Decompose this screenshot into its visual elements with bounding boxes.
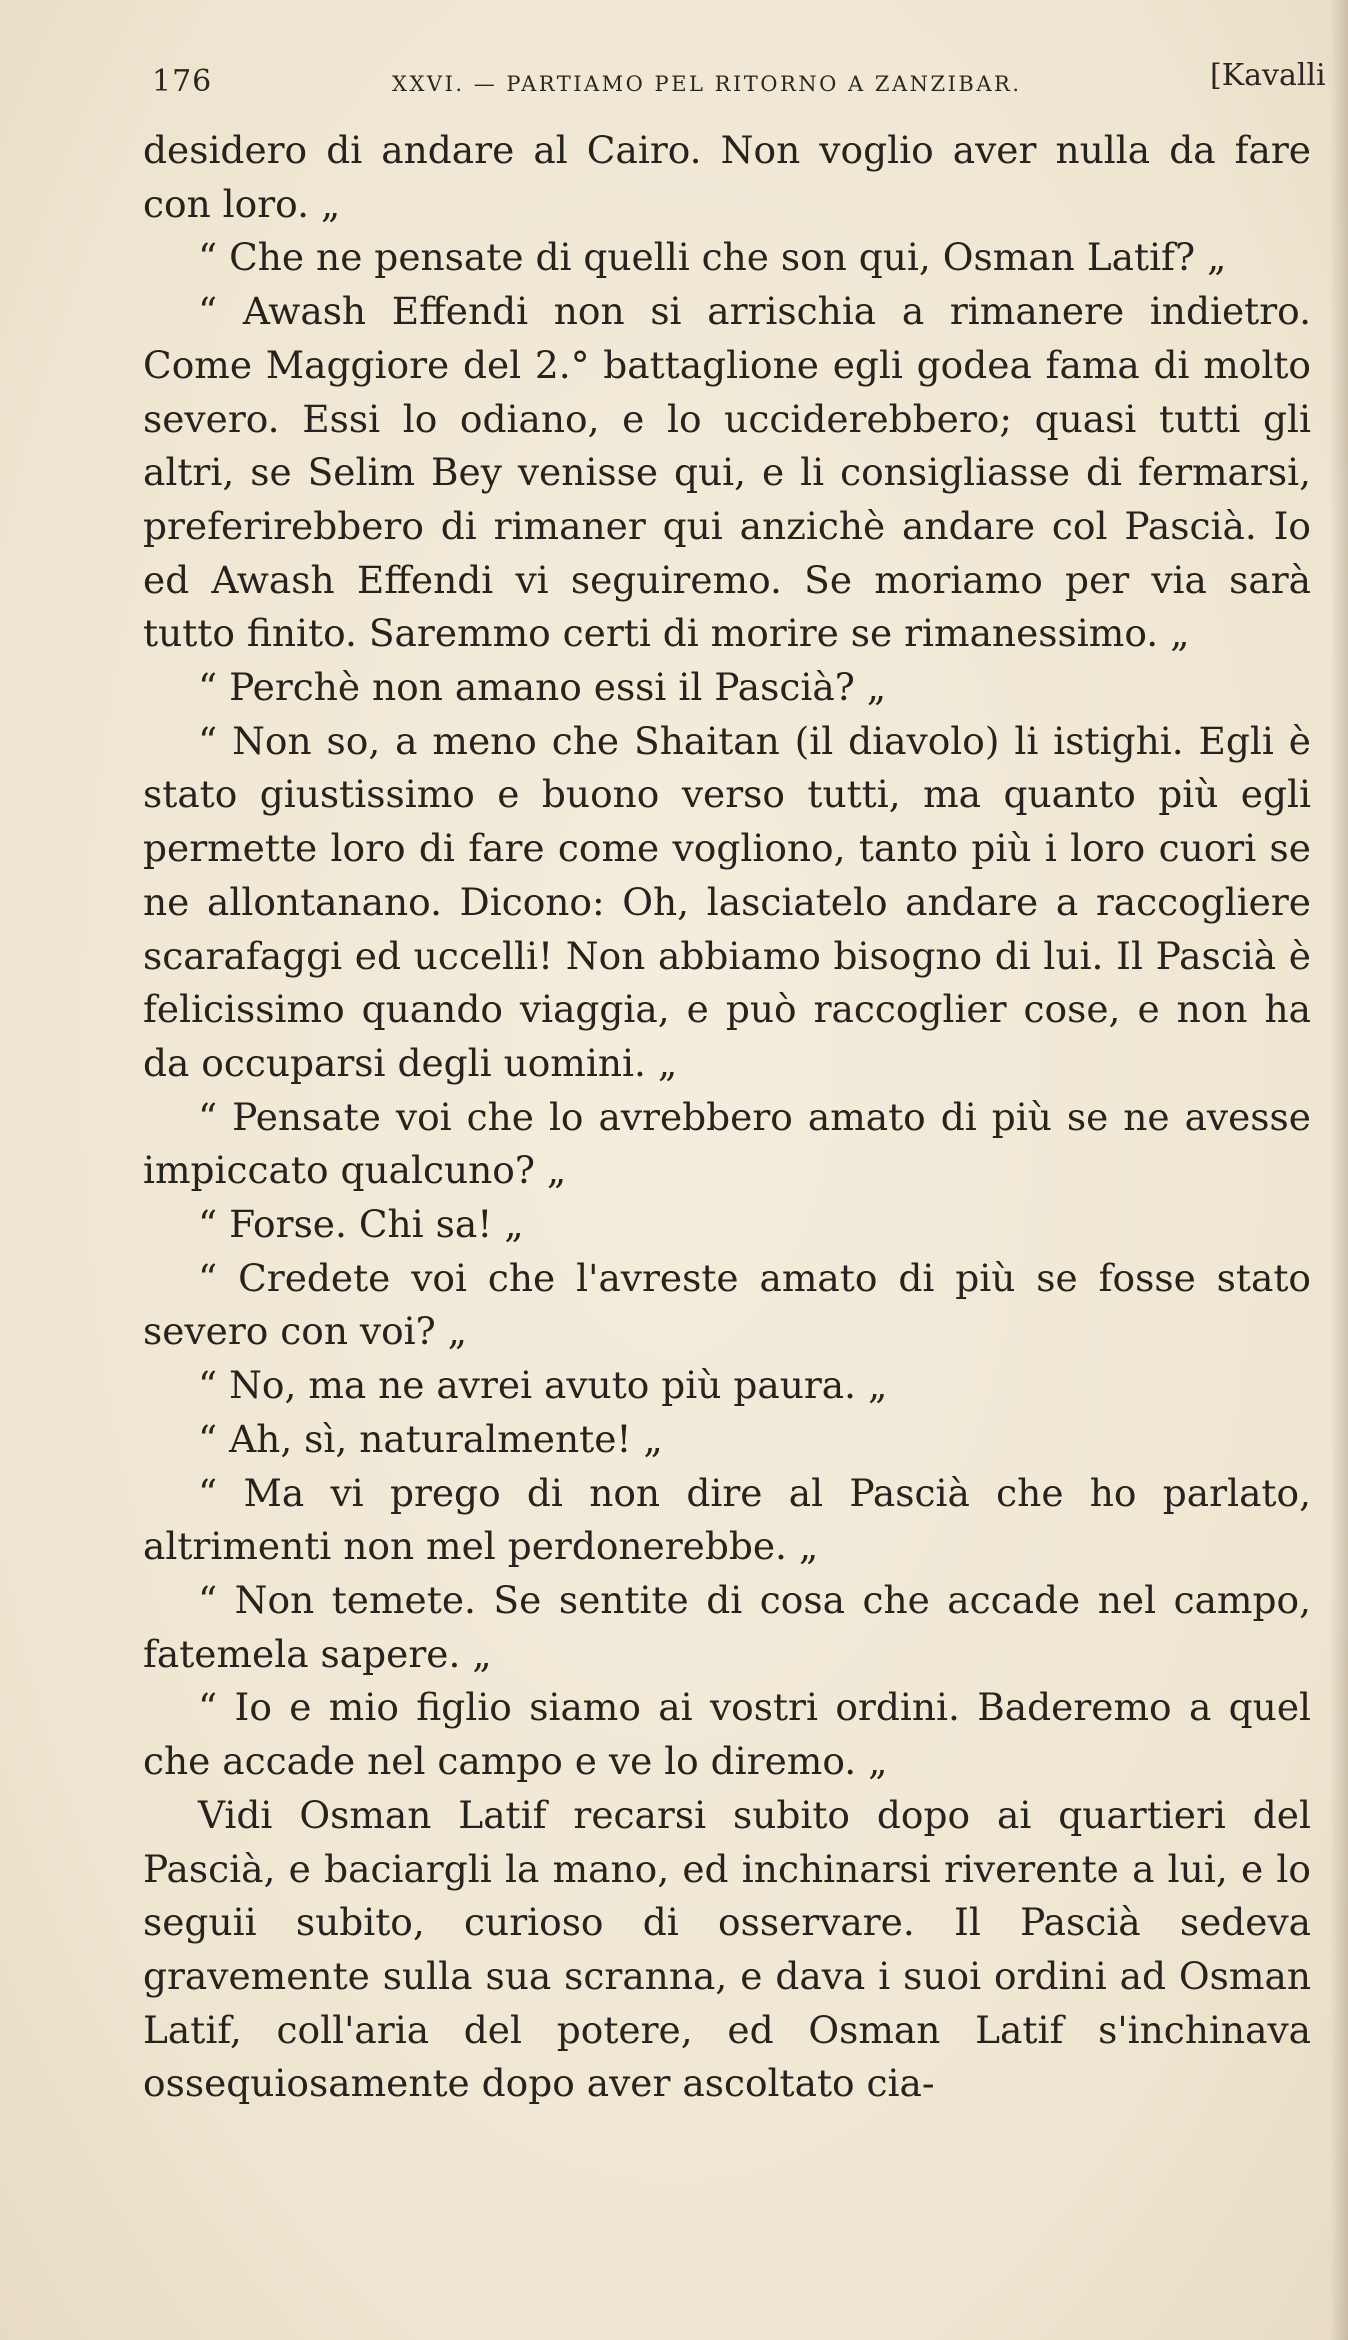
page-number: 176	[152, 64, 213, 99]
paragraph: “ Credete voi che l'avreste amato di più se fosse stato severo con voi? „	[143, 1255, 1311, 1354]
paragraph: “ Ah, sì, naturalmente! „	[198, 1416, 663, 1461]
paragraph: “ Io e mio figlio siamo ai vostri ordini. Baderemo a quel che accade nel campo e ve lo diremo. „	[143, 1685, 1311, 1784]
side-location-tag: [Kavalli	[1210, 58, 1326, 93]
paragraph: “ No, ma ne avrei avuto più paura. „	[198, 1363, 888, 1408]
running-header	[152, 58, 1330, 108]
paragraph: “ Non so, a meno che Shaitan (il diavolo) li istighi. Egli è stato giustissimo e buono verso tutti, ma quanto più egli permette loro di fare come vogliono, tanto più i loro cuori se ne allontanano. Dicono: Oh, lasciatelo andare a raccogliere scarafaggi ed uccelli! Non abbiamo bisogno di lui. Il Pascià è felicissimo quando viaggia, e può raccoglier cose, e non ha da occuparsi degli uomini. „	[143, 718, 1311, 1085]
paragraph: “ Awash Effendi non si arrischia a rimanere indietro. Come Maggiore del 2.° battaglione egli godea fama di molto severo. Essi lo odiano, e lo ucciderebbero; quasi tutti gli altri, se Selim Bey venisse qui, e li consigliasse di fermarsi, preferirebbero di rimaner qui anzichè andare col Pascià. Io ed Awash Effendi vi seguiremo. Se moriamo per via sarà tutto finito. Saremmo certi di morire se rimanessimo. „	[143, 289, 1311, 656]
paragraph: Vidi Osman Latif recarsi subito dopo ai quartieri del Pascià, e baciargli la mano, ed inchinarsi riverente a lui, e lo seguii subito, curioso di osservare. Il Pascià sedeva gravemente sulla sua scranna, e dava i suoi ordini ad Osman Latif, coll'aria del potere, ed Osman Latif s'inchinava ossequiosamente dopo aver ascoltato cia-	[143, 1792, 1311, 2106]
paragraph: “ Pensate voi che lo avrebbero amato di più se ne avesse impiccato qualcuno? „	[143, 1094, 1311, 1193]
body-text	[143, 124, 1311, 2111]
page-edge-shadow	[1330, 0, 1348, 2340]
running-title: XXVI. — PARTIAMO PEL RITORNO A ZANZIBAR.	[392, 72, 1022, 96]
paragraph: “ Ma vi prego di non dire al Pascià che ho parlato, altrimenti non mel perdonerebbe. „	[143, 1470, 1311, 1569]
paragraph: “ Che ne pensate di quelli che son qui, Osman Latif? „	[198, 235, 1227, 280]
paragraph: “ Perchè non amano essi il Pascià? „	[198, 665, 887, 710]
paragraph: desidero di andare al Cairo. Non voglio aver nulla da fare con loro. „	[143, 128, 1311, 226]
paragraph: “ Non temete. Se sentite di cosa che accade nel campo, fatemela sapere. „	[143, 1577, 1311, 1676]
paragraph: “ Forse. Chi sa! „	[198, 1202, 524, 1247]
